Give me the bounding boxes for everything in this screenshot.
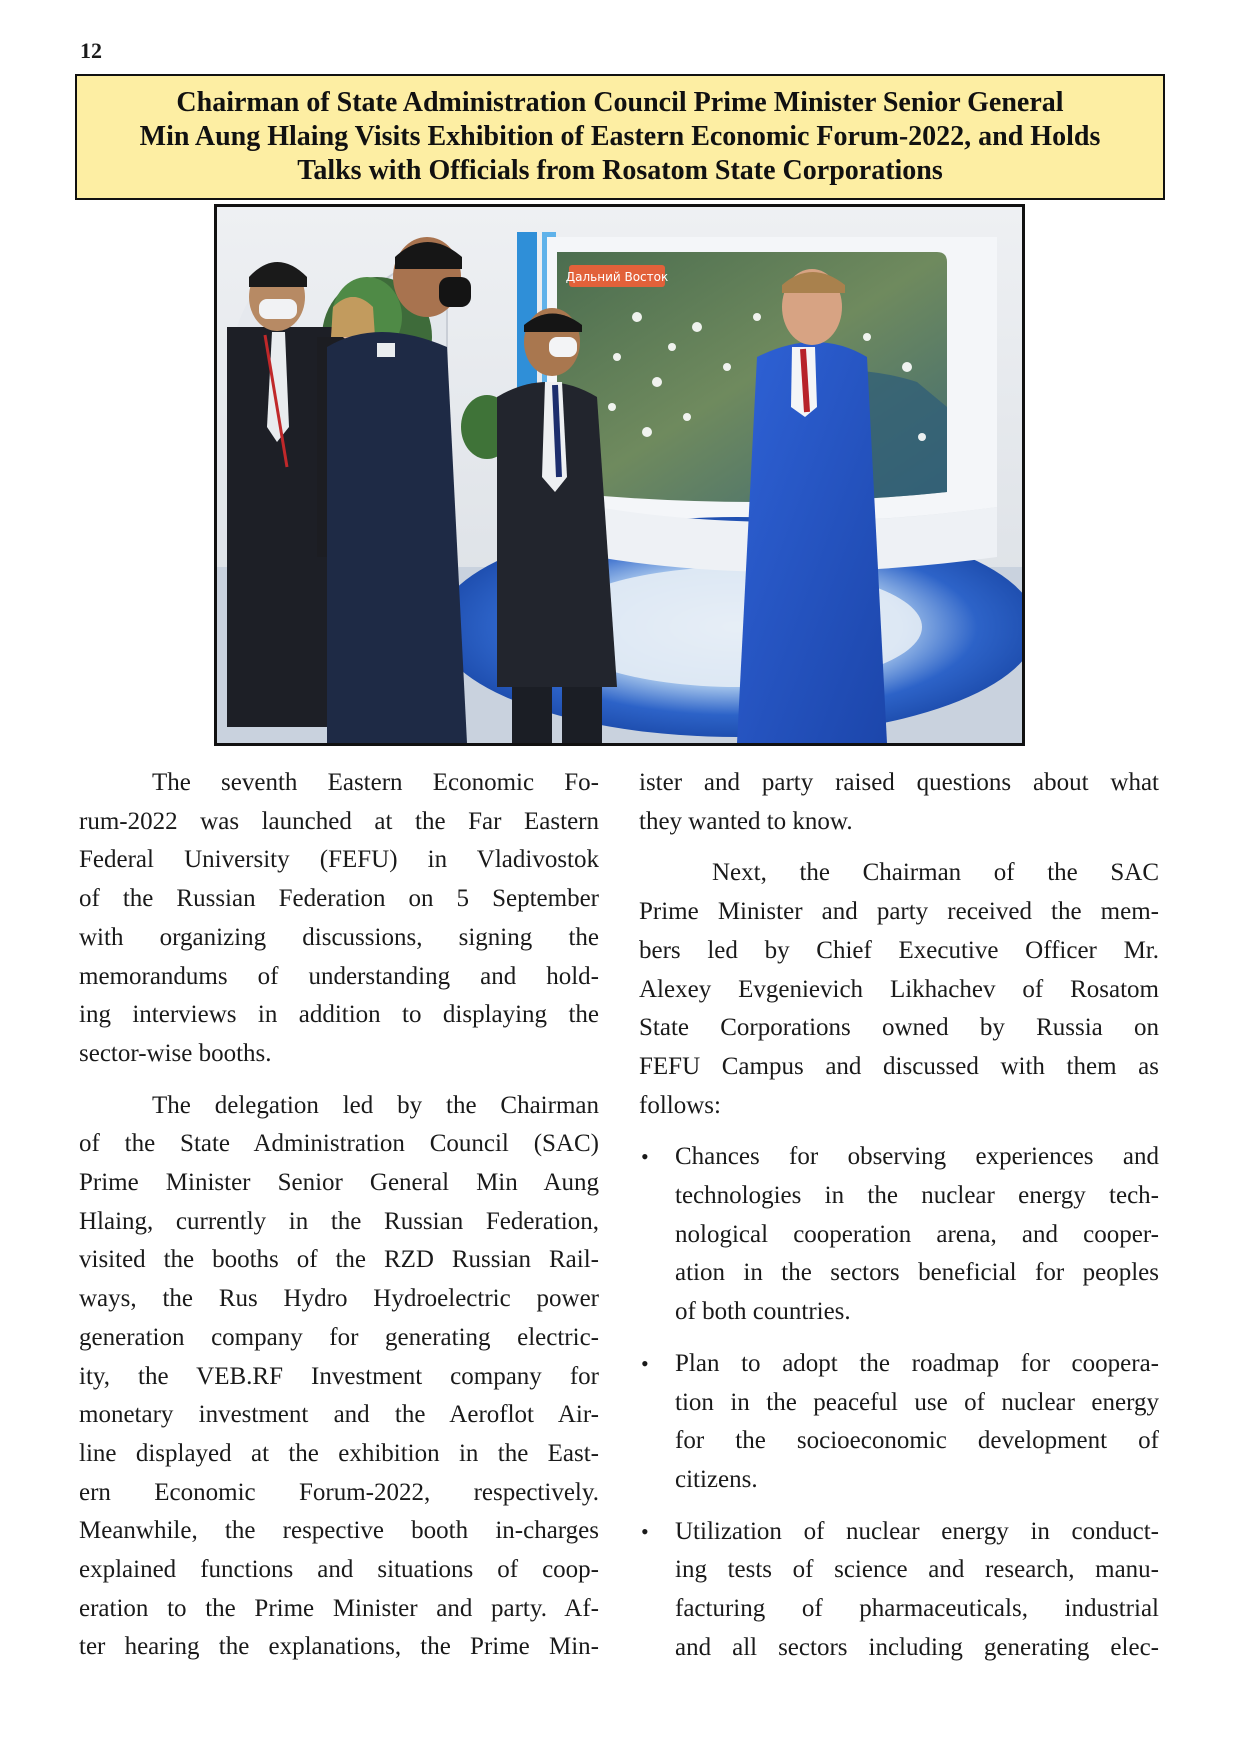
text-line: nological cooperation arena, and cooper- — [675, 1220, 1159, 1248]
text-line: technologies in the nuclear energy tech- — [675, 1182, 1159, 1210]
page-number: 12 — [80, 38, 102, 63]
text-line: ation in the sectors beneficial for peoples — [675, 1259, 1159, 1287]
text-line: monetary investment and the Aeroflot Air- — [79, 1401, 599, 1429]
bullet-item-2 — [639, 1345, 1159, 1500]
text-line: ity, the VEB.RF Investment company for — [79, 1362, 599, 1390]
right-column — [639, 764, 1159, 1680]
paragraph-3 — [639, 764, 1159, 841]
title-line-2: Min Aung Hlaing Visits Exhibition of Eastern Economic Forum-2022, and Holds — [139, 121, 1101, 152]
text-line: of both countries. — [675, 1298, 851, 1326]
text-line: facturing of pharmaceuticals, industrial — [675, 1595, 1159, 1623]
text-line: Prime Minister Senior General Min Aung — [79, 1169, 599, 1197]
text-line: sector-wise booths. — [79, 1039, 272, 1067]
text-line: bers led by Chief Executive Officer Mr. — [639, 936, 1159, 964]
text-line: eration to the Prime Minister and party. Af- — [79, 1594, 599, 1622]
text-line: ing interviews in addition to displaying the — [79, 1001, 599, 1029]
title-line-3: Talks with Officials from Rosatom State Corporations — [297, 155, 943, 186]
text-line: citizens. — [675, 1465, 758, 1493]
text-line: ter hearing the explanations, the Prime Min- — [79, 1633, 599, 1661]
left-column — [79, 764, 599, 1680]
text-line: Chances for observing experiences and — [675, 1143, 1159, 1171]
news-photo — [214, 204, 1025, 746]
text-line: The seventh Eastern Economic Fo- — [152, 769, 599, 796]
text-line: line displayed at the exhibition in the East- — [79, 1439, 599, 1467]
map-label: Дальний Восток — [565, 270, 669, 284]
photo-illustration — [217, 207, 1022, 743]
text-line: ways, the Rus Hydro Hydroelectric power — [79, 1285, 599, 1313]
paragraph-4 — [639, 854, 1159, 1125]
text-line: ern Economic Forum-2022, respectively. — [79, 1478, 599, 1506]
text-line: visited the booths of the RZD Russian Rail- — [79, 1246, 599, 1274]
text-line: Alexey Evgenievich Likhachev of Rosatom — [639, 975, 1159, 1003]
text-line: Hlaing, currently in the Russian Federation, — [79, 1207, 599, 1235]
text-line: State Corporations owned by Russia on — [639, 1014, 1159, 1042]
text-line: ing tests of science and research, manu- — [675, 1556, 1159, 1584]
title-line-1: Chairman of State Administration Council Prime Minister Senior General — [176, 87, 1064, 118]
text-line: they wanted to know. — [639, 807, 853, 835]
text-line: tion in the peaceful use of nuclear energy — [675, 1388, 1159, 1416]
text-line: Next, the Chairman of the SAC — [712, 859, 1159, 887]
bullet-icon: • — [641, 1144, 649, 1170]
text-line: for the socioeconomic development of — [675, 1427, 1159, 1455]
text-line: FEFU Campus and discussed with them as — [639, 1052, 1159, 1080]
text-line: and all sectors including generating elec- — [675, 1633, 1159, 1661]
text-line: follows: — [639, 1091, 721, 1119]
text-line: memorandums of understanding and hold- — [79, 962, 599, 990]
text-line: The delegation led by the Chairman — [152, 1091, 599, 1119]
text-line: Federal University (FEFU) in Vladivostok — [79, 846, 599, 874]
bullet-icon: • — [641, 1350, 649, 1376]
text-line: Meanwhile, the respective booth in-charges — [79, 1517, 599, 1545]
bullet-icon: • — [641, 1518, 649, 1544]
paragraph-2 — [79, 1087, 599, 1668]
text-line: generation company for generating electric- — [79, 1323, 599, 1351]
text-line: ister and party raised questions about what — [639, 769, 1159, 796]
text-line: of the Russian Federation on 5 September — [79, 885, 599, 913]
text-line: with organizing discussions, signing the — [79, 923, 599, 951]
text-line: Utilization of nuclear energy in conduct- — [675, 1517, 1159, 1545]
text-line: Plan to adopt the roadmap for coopera- — [675, 1349, 1159, 1377]
paragraph-1 — [79, 764, 599, 1074]
title-box — [75, 74, 1165, 200]
text-line: of the State Administration Council (SAC) — [79, 1130, 599, 1158]
text-line: rum-2022 was launched at the Far Eastern — [79, 807, 599, 835]
bullet-item-1 — [639, 1138, 1159, 1332]
text-line: Prime Minister and party received the mem- — [639, 898, 1159, 926]
text-line: explained functions and situations of coop- — [79, 1556, 599, 1584]
bullet-item-3 — [639, 1513, 1159, 1668]
